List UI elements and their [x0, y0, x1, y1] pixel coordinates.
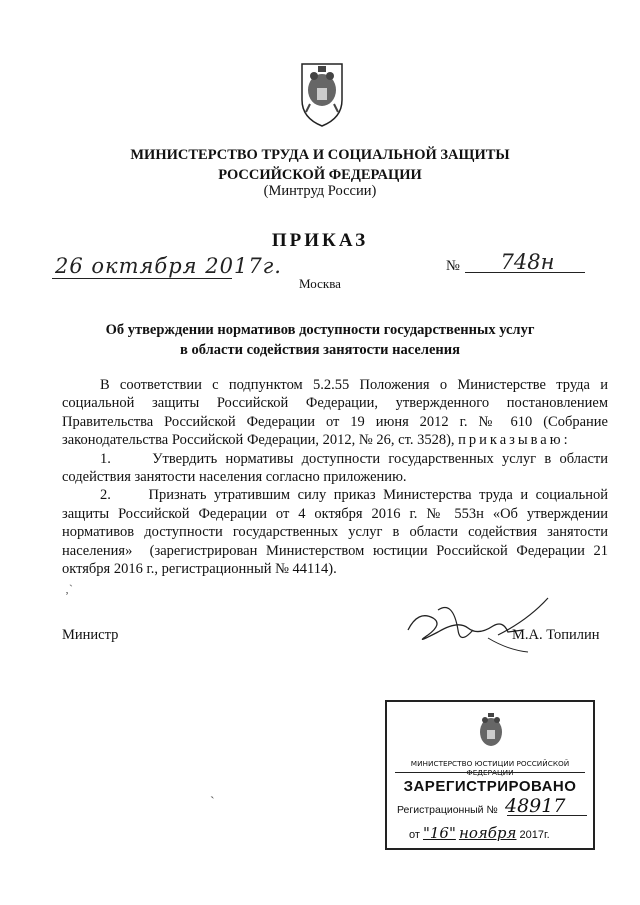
- margin-mark-2: ˋ: [210, 795, 215, 810]
- preamble-text: В соответствии с подпунктом 5.2.55 Положения о Министерстве труда и социальной защиты Российской Федерации, утвержденного постановлением Правительства Российской Федерации от 19 июня 2012 г. № 610 (Собрание законодательства Российской Федерации, 2012, № 26, ст. 3528),: [62, 377, 608, 449]
- stamp-emblem-icon: [475, 710, 507, 754]
- item-2: 2. Признать утратившим силу приказ Министерства труда и социальной защиты Российской Федерации от 4 октября 2016 г. № 553н «Об утверждении нормативов доступности государственных услуг в области содействия занятости населения» (зарегистрирован Министерством юстиции Российской Федерации 21 октября 2016 г., регистрационный № 44114).: [62, 487, 608, 578]
- stamp-organization: МИНИСТЕРСТВО ЮСТИЦИИ РОССИЙСКОЙ ФЕДЕРАЦИИ: [410, 759, 570, 777]
- stamp-date-prefix: от: [409, 829, 420, 841]
- reg-number: 48917: [505, 795, 566, 817]
- order-word: приказываю:: [458, 432, 571, 449]
- reg-number-label: Регистрационный №: [397, 804, 498, 816]
- stamp-status: ЗАРЕГИСТРИРОВАНО: [403, 778, 577, 795]
- stamp-date: [409, 824, 550, 842]
- order-subject: [60, 320, 580, 360]
- subject-line1: Об утверждении нормативов доступности государственных услуг: [105, 322, 535, 338]
- ministry-short-name: (Минтруд России): [263, 183, 377, 199]
- number-sign: №: [446, 258, 460, 274]
- stamp-date-month: ноября: [458, 824, 517, 842]
- order-number: 748н: [500, 250, 555, 274]
- reg-number-underline: [507, 815, 587, 816]
- handwritten-signature: [398, 590, 558, 660]
- stamp-date-day: "16": [422, 824, 456, 842]
- ministry-line2: РОССИЙСКОЙ ФЕДЕРАЦИИ: [218, 167, 422, 183]
- number-underline: [465, 272, 585, 273]
- stamp-divider: [395, 772, 585, 773]
- document-type: ПРИКАЗ: [271, 230, 369, 251]
- coat-of-arms-icon: [298, 60, 346, 128]
- preamble-paragraph: [62, 376, 608, 450]
- margin-mark: ‚ˋ: [65, 582, 73, 596]
- subject-line2: в области содействия занятости населения: [180, 342, 460, 358]
- item-1: 1. Утвердить нормативы доступности государственных услуг в области содействия занятости населения согласно приложению.: [62, 450, 608, 486]
- stamp-date-year: 2017г.: [519, 829, 550, 841]
- ministry-name: [0, 145, 640, 185]
- order-body: [62, 376, 608, 578]
- registration-stamp: [385, 700, 595, 850]
- signatory-name: М.А. Топилин: [512, 627, 600, 643]
- city: Москва: [299, 276, 341, 291]
- ministry-line1: МИНИСТЕРСТВО ТРУДА И СОЦИАЛЬНОЙ ЗАЩИТЫ: [130, 147, 510, 163]
- signatory-role: Министр: [62, 627, 119, 643]
- order-date: 26 октября 2017г.: [55, 254, 282, 278]
